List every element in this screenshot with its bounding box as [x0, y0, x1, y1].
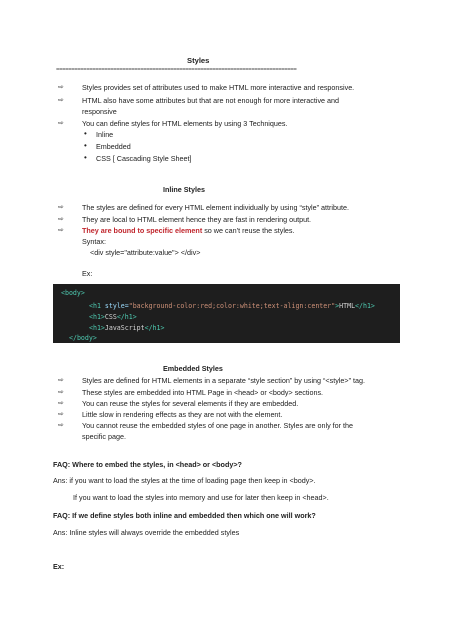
page-title: Styles — [187, 56, 210, 65]
faq-answer-1a: Ans: if you want to load the styles at the time of loading page then keep in <body>. — [53, 476, 316, 485]
arrow-right-icon: ⇨ — [58, 203, 64, 211]
faq-question-2: FAQ: If we define styles both inline and embedded then which one will work? — [53, 511, 316, 520]
code-token: CSS — [104, 313, 117, 321]
arrow-right-icon: ⇨ — [58, 376, 64, 384]
code-token: style= — [104, 302, 129, 310]
embedded-text-2: These styles are embedded into HTML Page in <head> or <body> sections. — [82, 388, 324, 397]
arrow-right-icon: ⇨ — [58, 119, 64, 127]
arrow-right-icon: ⇨ — [58, 83, 64, 91]
section-heading-inline: Inline Styles — [163, 185, 205, 194]
faq-question-1: FAQ: Where to embed the styles, in <head> or <body>? — [53, 460, 242, 469]
separator-line: ================================================================================ — [56, 66, 297, 73]
faq-answer-1b: If you want to load the styles into memory and use for later then keep in <head>. — [73, 493, 329, 502]
code-block — [53, 284, 400, 343]
arrow-right-icon: ⇨ — [58, 215, 64, 223]
embedded-text-1: Styles are defined for HTML elements in a separate “style section” by using “<style>” tag. — [82, 376, 365, 385]
arrow-right-icon: ⇨ — [58, 96, 64, 104]
inline-text-3 — [82, 226, 295, 235]
bullet-icon: • — [84, 129, 87, 138]
code-token: "background-color:red;color:white;text-align:center" — [128, 302, 336, 310]
embedded-text-4: Little slow in rendering effects as they are not with the element. — [82, 410, 283, 419]
highlight-text: They are bound to specific element — [82, 226, 203, 235]
code-token: </body> — [69, 334, 97, 342]
embedded-text-5-cont: specific page. — [82, 432, 126, 441]
arrow-right-icon: ⇨ — [58, 410, 64, 418]
arrow-right-icon: ⇨ — [58, 226, 64, 234]
code-token: </h1> — [116, 313, 137, 321]
intro-text-2: HTML also have some attributes but that are not enough for more interactive and — [82, 96, 340, 105]
code-line-4 — [89, 324, 164, 332]
code-token: HTML — [339, 302, 356, 310]
code-token: <h1> — [89, 313, 105, 321]
intro-text-1: Styles provides set of attributes used to make HTML more interactive and responsive. — [82, 83, 355, 92]
arrow-right-icon: ⇨ — [58, 421, 64, 429]
example-label: Ex: — [82, 269, 93, 278]
code-line-1 — [61, 289, 85, 297]
technique-item: CSS [ Cascading Style Sheet] — [96, 154, 192, 163]
syntax-label: Syntax: — [82, 237, 106, 246]
code-line-3 — [89, 313, 137, 321]
code-token: > — [335, 302, 340, 310]
bullet-icon: • — [84, 153, 87, 162]
arrow-right-icon: ⇨ — [58, 388, 64, 396]
code-token: </h1> — [144, 324, 165, 332]
intro-text-2-cont: responsive — [82, 107, 117, 116]
code-line-2 — [89, 302, 375, 310]
intro-text-3: You can define styles for HTML elements by using 3 Techniques. — [82, 119, 288, 128]
example-label-final: Ex: — [53, 562, 65, 571]
code-token: <h1 — [89, 302, 101, 310]
code-line-5 — [69, 334, 97, 342]
embedded-text-3: You can reuse the styles for several elements if they are embedded. — [82, 399, 299, 408]
faq-answer-2: Ans: Inline styles will always override the embedded styles — [53, 528, 240, 537]
embedded-text-5: You cannot reuse the embedded styles of one page in another. Styles are only for the — [82, 421, 354, 430]
section-heading-embedded: Embedded Styles — [163, 364, 223, 373]
code-token: </h1> — [355, 302, 375, 310]
inline-text-1: The styles are defined for every HTML element individually by using “style” attribute. — [82, 203, 349, 212]
code-token: <h1> — [89, 324, 105, 332]
technique-item: Inline — [96, 130, 114, 139]
code-token: JavaScript — [104, 324, 145, 332]
inline-text-3-rest: so we can’t reuse the styles. — [202, 226, 295, 235]
inline-text-2: They are local to HTML element hence they are fast in rendering output. — [82, 215, 312, 224]
syntax-example: <div style="attribute:value"> </div> — [90, 248, 201, 257]
technique-item: Embedded — [96, 142, 131, 151]
bullet-icon: • — [84, 141, 87, 150]
code-token: <body> — [61, 289, 85, 297]
arrow-right-icon: ⇨ — [58, 399, 64, 407]
